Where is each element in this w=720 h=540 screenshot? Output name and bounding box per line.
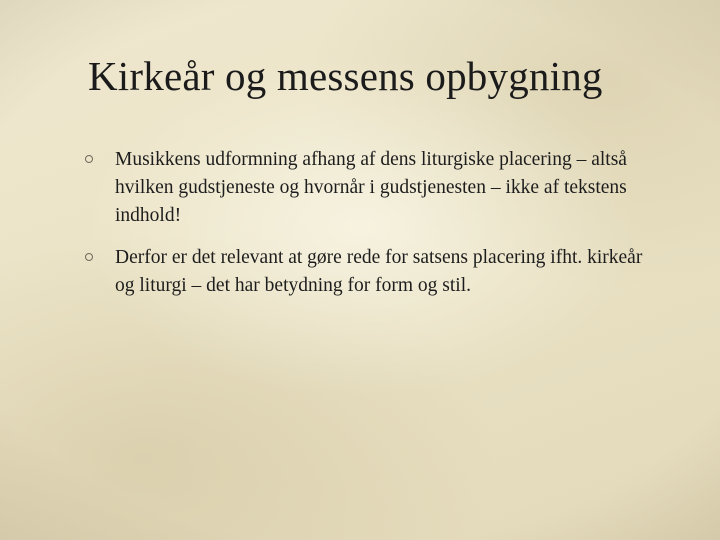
hollow-circle-bullet-icon bbox=[85, 253, 93, 261]
bullet-item bbox=[84, 146, 654, 230]
slide-title: Kirkeår og messens opbygning bbox=[88, 53, 603, 99]
bullet-item bbox=[84, 244, 654, 300]
bullet-list bbox=[84, 146, 654, 314]
bullet-text: Derfor er det relevant at gøre rede for satsens placering ifht. kirkeår og liturgi – det har betydning for form og stil. bbox=[115, 247, 643, 296]
bullet-text: Musikkens udformning afhang af dens liturgiske placering – altså hvilken gudstjeneste og hvornår i gudstjenesten – ikke af tekstens indhold! bbox=[115, 149, 627, 226]
hollow-circle-bullet-icon bbox=[85, 155, 93, 163]
